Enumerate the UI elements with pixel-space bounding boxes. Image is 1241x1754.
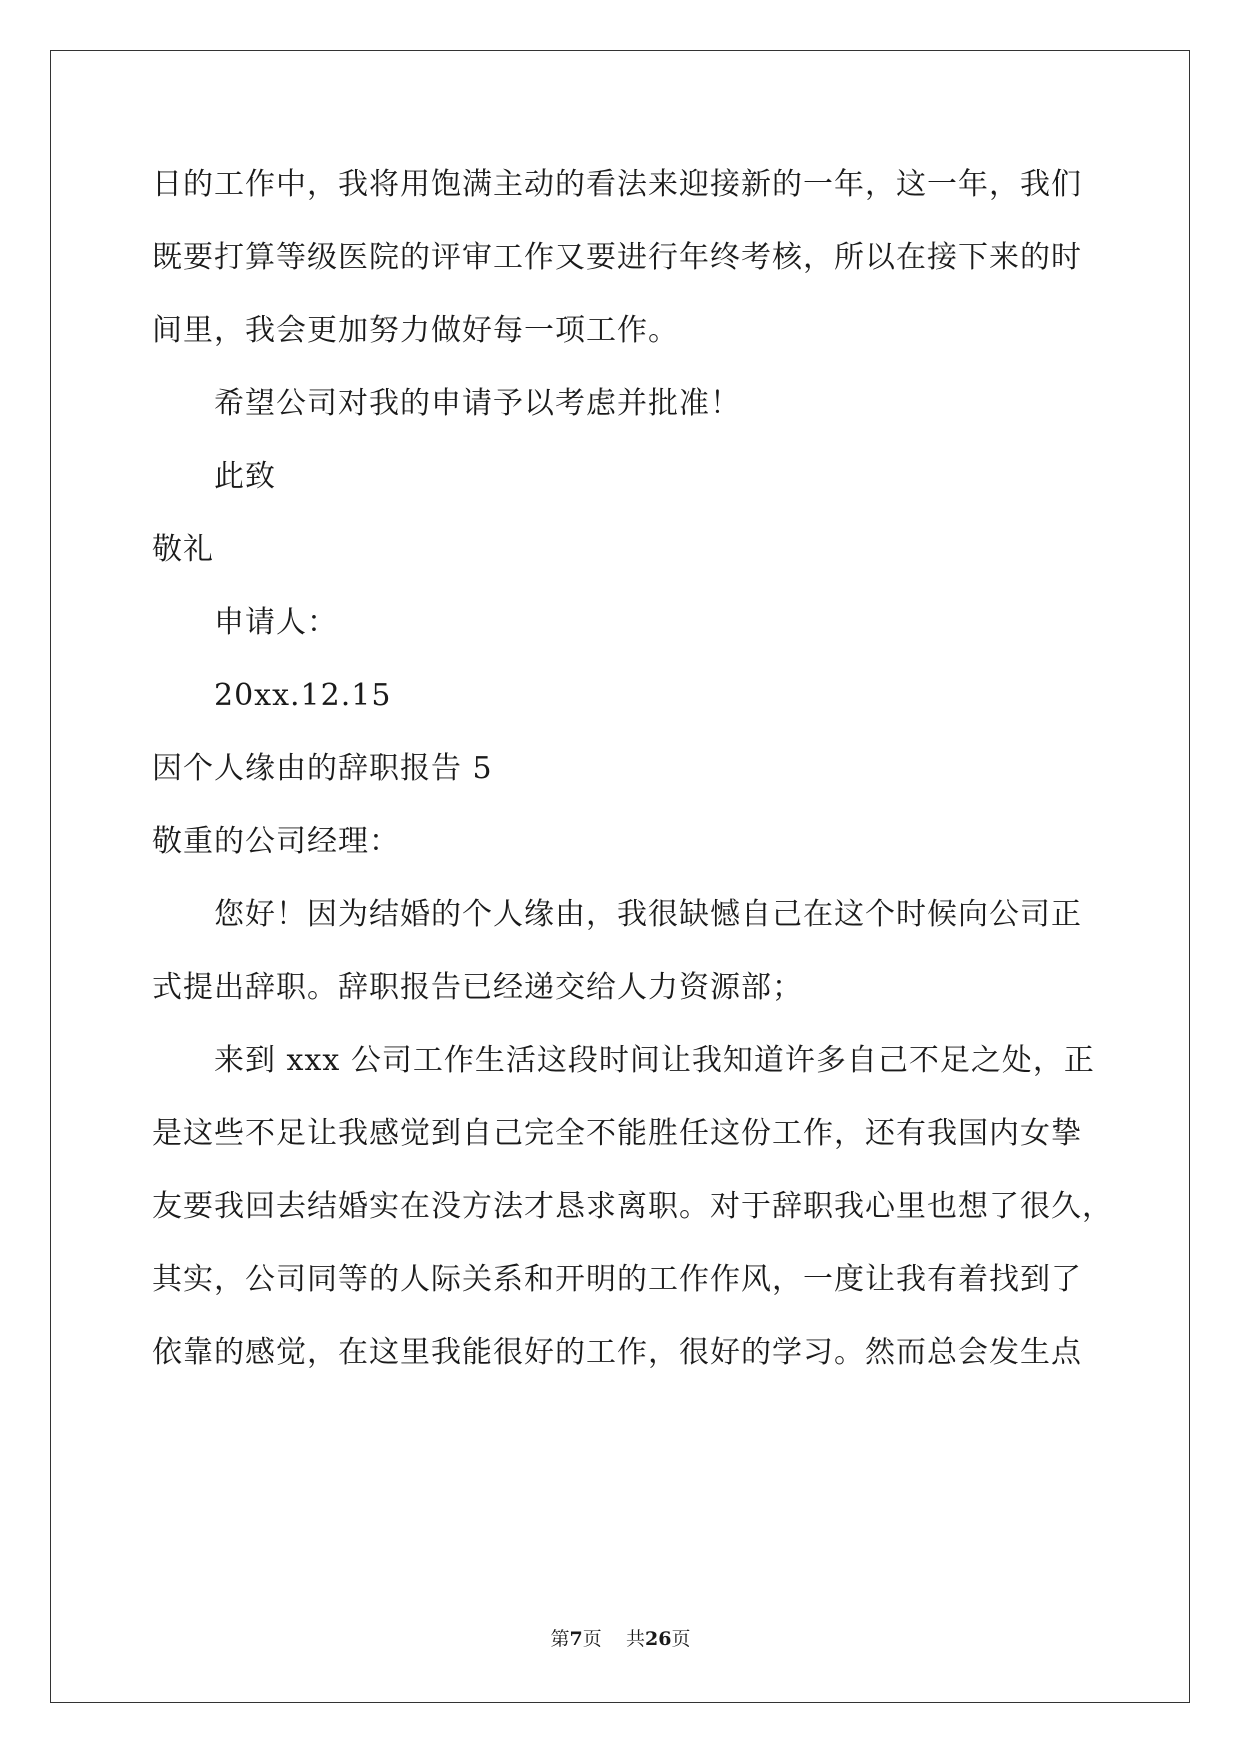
page-suffix: 页 xyxy=(582,1628,602,1650)
page-border xyxy=(50,50,1190,1703)
text-line: 您好！因为结婚的个人缘由，我很缺憾自己在这个时候向公司正 xyxy=(214,897,1082,932)
date-text: 20xx.12.15 xyxy=(214,678,392,713)
salutation: 敬礼 xyxy=(152,532,214,567)
greeting: 敬重的公司经理： xyxy=(152,824,400,859)
text-line: 来到 xxx 公司工作生活这段时间让我知道许多自己不足之处，正 xyxy=(214,1043,1095,1078)
total-suffix: 页 xyxy=(671,1628,691,1650)
total-pages: 26 xyxy=(644,1628,672,1650)
text-line: 间里，我会更加努力做好每一项工作。 xyxy=(152,313,679,348)
closing-phrase: 此致 xyxy=(214,459,276,494)
section-title: 因个人缘由的辞职报告 5 xyxy=(152,751,493,786)
text-line: 式提出辞职。辞职报告已经递交给人力资源部； xyxy=(152,970,803,1005)
page-footer xyxy=(0,1627,1241,1651)
page-number: 7 xyxy=(569,1628,583,1650)
text-line: 既要打算等级医院的评审工作又要进行年终考核，所以在接下来的时 xyxy=(152,240,1082,275)
total-prefix: 共 xyxy=(625,1628,645,1650)
applicant-label: 申请人： xyxy=(214,605,338,640)
page-prefix: 第 xyxy=(550,1628,570,1650)
text-line: 依靠的感觉，在这里我能很好的工作，很好的学习。然而总会发生点 xyxy=(152,1335,1082,1370)
text-line: 日的工作中，我将用饱满主动的看法来迎接新的一年，这一年，我们 xyxy=(152,167,1082,202)
text-line: 友要我回去结婚实在没方法才恳求离职。对于辞职我心里也想了很久， xyxy=(152,1189,1113,1224)
text-line: 希望公司对我的申请予以考虑并批准！ xyxy=(214,386,741,421)
text-line: 其实，公司同等的人际关系和开明的工作作风，一度让我有着找到了 xyxy=(152,1262,1082,1297)
text-line: 是这些不足让我感觉到自己完全不能胜任这份工作，还有我国内女挚 xyxy=(152,1116,1082,1151)
